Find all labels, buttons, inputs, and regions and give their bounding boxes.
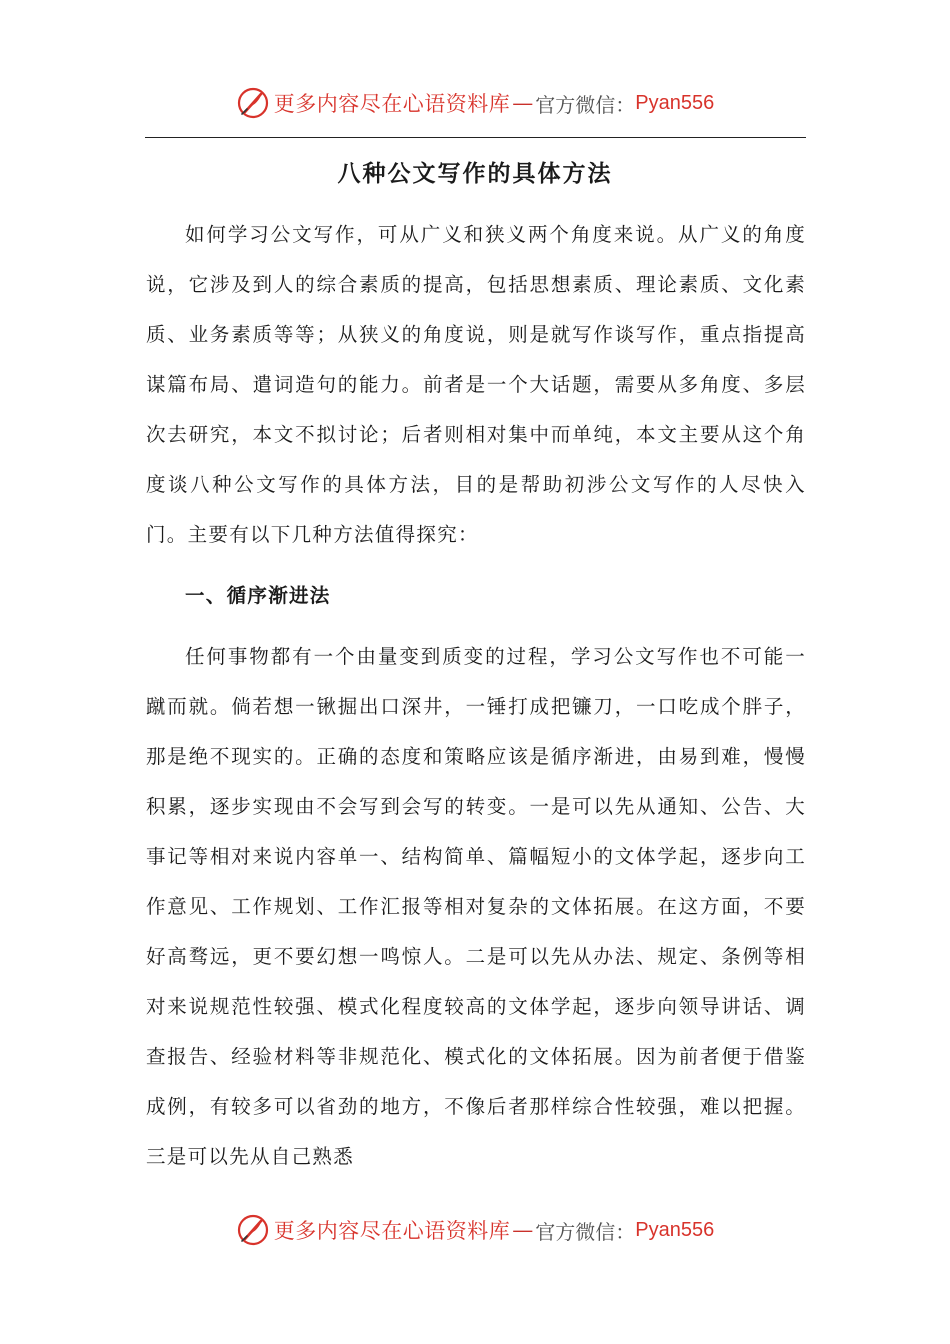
header-rule-divider [145,137,806,138]
site-name-text: 更多内容尽在心语资料库 [273,92,511,116]
quill-logo-icon [236,1213,270,1247]
official-wechat-label: 官方微信： [535,1219,636,1244]
document-title: 八种公文写作的具体方法 [337,161,613,187]
document-body [146,210,806,1182]
section-paragraph: 任何事物都有一个由量变到质变的过程，学习公文写作也不可能一蹴而就。倘若想一锹掘出口深井，一锤打成把镰刀，一口吃成个胖子，那是绝不现实的。正确的态度和策略应该是循序渐进，由易到难，慢慢积累，逐步实现由不会写到会写的转变。一是可以先从通知、公告、大事记等相对来说内容单一、结构简单、篇幅短小的文体学起，逐步向工作意见、工作规划、工作汇报等相对复杂的文体拓展。在这方面，不要好高骛远，更不要幻想一鸣惊人。二是可以先从办法、规定、条例等相对来说规范性较强、模式化程度较高的文体学起，逐步向领导讲话、调查报告、经验材料等非规范化、模式化的文体拓展。因为前者便于借鉴成例，有较多可以省劲的地方，不像后者那样综合性较强，难以把握。三是可以先从自己熟悉 [146,645,806,1168]
site-name-text: 更多内容尽在心语资料库 [273,1219,511,1243]
intro-paragraph: 如何学习公文写作，可从广义和狭义两个角度来说。从广义的角度说，它涉及到人的综合素质的提高，包括思想素质、理论素质、文化素质、业务素质等等；从狭义的角度说，则是就写作谈写作，重点指提高谋篇布局、遣词造句的能力。前者是一个大话题，需要从多角度、多层次去研究，本文不拟讨论；后者则相对集中而单纯，本文主要从这个角度谈八种公文写作的具体方法，目的是帮助初涉公文写作的人尽快入门。主要有以下几种方法值得探究： [146,223,806,546]
banner-separator: — [512,1218,534,1242]
footer-watermark-banner [0,1208,950,1252]
wechat-id-text: Pyan556 [635,91,715,114]
wechat-id-text: Pyan556 [635,1218,715,1241]
quill-logo-icon [236,86,270,120]
official-wechat-label: 官方微信： [535,92,636,117]
section-heading: 一、循序渐进法 [185,584,331,607]
banner-separator: — [512,91,534,115]
header-watermark-banner [0,81,950,125]
